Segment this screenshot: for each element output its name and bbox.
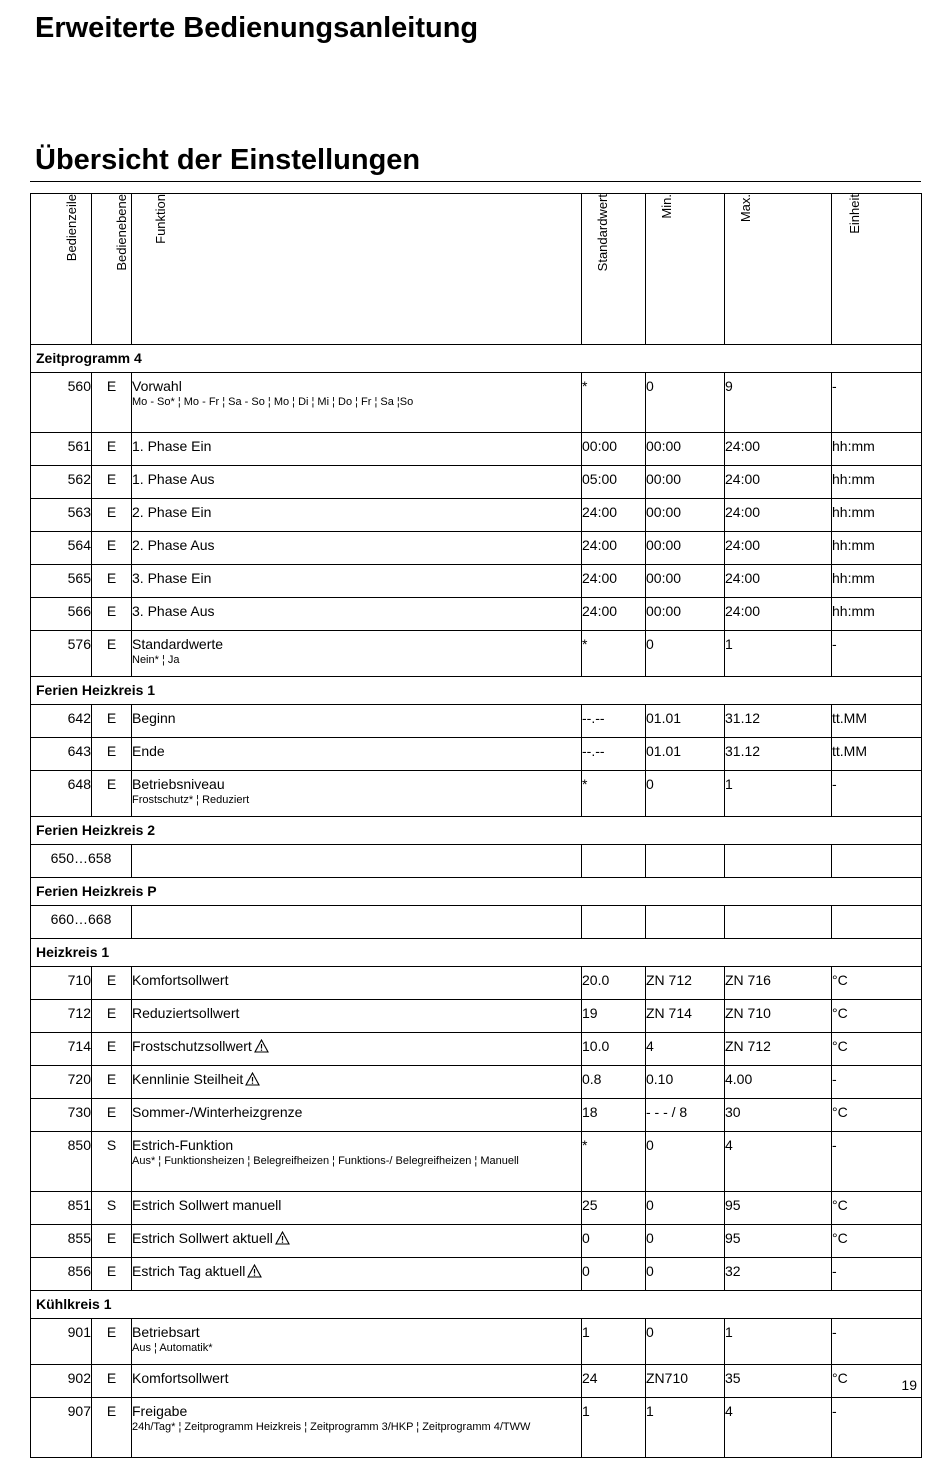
empty-cell	[646, 906, 725, 939]
group-title: Ferien Heizkreis 1	[31, 677, 922, 705]
function-options: Mo - So* ¦ Mo - Fr ¦ Sa - So ¦ Mo ¦ Di ¦ Mi ¦ Do ¦ Fr ¦ Sa ¦So	[132, 396, 414, 408]
max-value: ZN 712	[725, 1033, 832, 1066]
function-options: Aus ¦ Automatik*	[132, 1342, 213, 1354]
min-value: 0	[646, 373, 725, 433]
function-cell	[132, 532, 582, 565]
function-cell	[132, 433, 582, 466]
max-value: 30	[725, 1099, 832, 1132]
min-value: 01.01	[646, 738, 725, 771]
function-cell	[132, 738, 582, 771]
empty-cell	[132, 906, 582, 939]
operating-level: E	[92, 598, 132, 631]
operating-level: E	[92, 499, 132, 532]
table-row	[31, 1033, 922, 1066]
range-row	[31, 845, 922, 878]
line-number: 720	[31, 1066, 92, 1099]
operating-level: E	[92, 771, 132, 817]
min-value: 4	[646, 1033, 725, 1066]
line-number: 902	[31, 1365, 92, 1398]
default-value: 24:00	[582, 499, 646, 532]
empty-cell	[582, 906, 646, 939]
group-header-row	[31, 939, 922, 967]
operating-level: E	[92, 1066, 132, 1099]
default-value: --.--	[582, 738, 646, 771]
table-row	[31, 532, 922, 565]
empty-cell	[582, 845, 646, 878]
default-value: --.--	[582, 705, 646, 738]
function-name: Komfortsollwert	[132, 972, 229, 988]
operating-level: E	[92, 705, 132, 738]
table-row	[31, 1132, 922, 1192]
line-number: 901	[31, 1319, 92, 1365]
table-row	[31, 1000, 922, 1033]
line-number: 712	[31, 1000, 92, 1033]
line-number: 560	[31, 373, 92, 433]
operating-level: E	[92, 1033, 132, 1066]
function-cell	[132, 1099, 582, 1132]
operating-level: E	[92, 1319, 132, 1365]
default-value: 0.8	[582, 1066, 646, 1099]
function-name: 1. Phase Aus	[132, 471, 215, 487]
unit-value: hh:mm	[832, 532, 922, 565]
function-name: Sommer-/Winterheizgrenze	[132, 1104, 303, 1120]
operating-level: E	[92, 373, 132, 433]
unit-value: -	[832, 1132, 922, 1192]
unit-value: hh:mm	[832, 565, 922, 598]
default-value: 24	[582, 1365, 646, 1398]
function-options: 24h/Tag* ¦ Zeitprogramm Heizkreis ¦ Zeitprogramm 3/HKP ¦ Zeitprogramm 4/TWW	[132, 1421, 531, 1433]
default-value: 18	[582, 1099, 646, 1132]
function-cell	[132, 771, 582, 817]
empty-cell	[832, 845, 922, 878]
function-cell	[132, 1000, 582, 1033]
max-value: 24:00	[725, 433, 832, 466]
table-row	[31, 1398, 922, 1458]
header-min: Min.	[646, 194, 725, 345]
unit-value: °C	[832, 1225, 922, 1258]
function-options: Aus* ¦ Funktionsheizen ¦ Belegreifheizen ¦ Funktions-/ Belegreifheizen ¦ Manuell	[132, 1155, 519, 1167]
unit-value: tt.MM	[832, 738, 922, 771]
function-cell	[132, 565, 582, 598]
default-value: 25	[582, 1192, 646, 1225]
line-number: 564	[31, 532, 92, 565]
line-number: 851	[31, 1192, 92, 1225]
max-value: 24:00	[725, 532, 832, 565]
max-value: 24:00	[725, 565, 832, 598]
max-value: 95	[725, 1192, 832, 1225]
operating-level: E	[92, 1258, 132, 1291]
line-number: 642	[31, 705, 92, 738]
header-standardwert: Standardwert	[582, 194, 646, 345]
operating-level: S	[92, 1132, 132, 1192]
function-name: Betriebsniveau	[132, 776, 225, 792]
document-title: Erweiterte Bedienungsanleitung	[35, 12, 479, 44]
function-name: Ende	[132, 743, 165, 759]
line-number: 565	[31, 565, 92, 598]
min-value: ZN 714	[646, 1000, 725, 1033]
max-value: 35	[725, 1365, 832, 1398]
header-einheit: Einheit	[832, 194, 922, 345]
default-value: 1	[582, 1398, 646, 1458]
function-cell	[132, 1066, 582, 1099]
operating-level: E	[92, 565, 132, 598]
unit-value: hh:mm	[832, 466, 922, 499]
min-value: 0	[646, 771, 725, 817]
max-value: 95	[725, 1225, 832, 1258]
default-value: 10.0	[582, 1033, 646, 1066]
line-number: 714	[31, 1033, 92, 1066]
line-number: 563	[31, 499, 92, 532]
function-cell	[132, 1192, 582, 1225]
function-options: Frostschutz* ¦ Reduziert	[132, 794, 250, 806]
max-value: ZN 716	[725, 967, 832, 1000]
max-value: 1	[725, 771, 832, 817]
unit-value: -	[832, 631, 922, 677]
function-name: Estrich Tag aktuell	[132, 1263, 246, 1279]
function-name: Freigabe	[132, 1403, 188, 1419]
table-row	[31, 967, 922, 1000]
table-row	[31, 631, 922, 677]
function-name: 2. Phase Aus	[132, 537, 215, 553]
default-value: 20.0	[582, 967, 646, 1000]
unit-value: hh:mm	[832, 598, 922, 631]
min-value: ZN 712	[646, 967, 725, 1000]
default-value: 0	[582, 1258, 646, 1291]
default-value: 24:00	[582, 598, 646, 631]
function-cell	[132, 1258, 582, 1291]
line-number: 907	[31, 1398, 92, 1458]
default-value: *	[582, 631, 646, 677]
function-name: Kennlinie Steilheit	[132, 1071, 244, 1087]
function-cell	[132, 1033, 582, 1066]
max-value: 24:00	[725, 598, 832, 631]
warning-triangle-icon	[275, 1231, 290, 1245]
line-number: 643	[31, 738, 92, 771]
header-max: Max.	[725, 194, 832, 345]
group-title: Heizkreis 1	[31, 939, 922, 967]
operating-level: E	[92, 631, 132, 677]
group-title: Ferien Heizkreis P	[31, 878, 922, 906]
group-header-row	[31, 878, 922, 906]
unit-value: -	[832, 1319, 922, 1365]
line-number: 561	[31, 433, 92, 466]
operating-level: E	[92, 1000, 132, 1033]
header-bedienebene: Bedienebene	[92, 194, 132, 345]
operating-level: E	[92, 738, 132, 771]
function-cell	[132, 598, 582, 631]
min-value: 00:00	[646, 466, 725, 499]
warning-triangle-icon	[247, 1264, 262, 1278]
function-cell	[132, 1132, 582, 1192]
header-bedienzeile: Bedienzeile	[31, 194, 92, 345]
max-value: 4	[725, 1398, 832, 1458]
operating-level: E	[92, 532, 132, 565]
table-row	[31, 565, 922, 598]
max-value: 9	[725, 373, 832, 433]
function-cell	[132, 466, 582, 499]
function-name: 3. Phase Ein	[132, 570, 212, 586]
min-value: 00:00	[646, 565, 725, 598]
operating-level: E	[92, 1365, 132, 1398]
table-row	[31, 1319, 922, 1365]
function-cell	[132, 1365, 582, 1398]
min-value: 00:00	[646, 598, 725, 631]
function-name: Standardwerte	[132, 636, 224, 652]
max-value: 4	[725, 1132, 832, 1192]
operating-level: E	[92, 433, 132, 466]
unit-value: -	[832, 1066, 922, 1099]
line-number: 850	[31, 1132, 92, 1192]
table-row	[31, 738, 922, 771]
function-name: Vorwahl	[132, 378, 182, 394]
function-cell	[132, 1225, 582, 1258]
max-value: 1	[725, 1319, 832, 1365]
function-cell	[132, 1319, 582, 1365]
default-value: 24:00	[582, 532, 646, 565]
unit-value: tt.MM	[832, 705, 922, 738]
operating-level: E	[92, 1398, 132, 1458]
page-number: 19	[901, 1377, 917, 1393]
function-cell	[132, 967, 582, 1000]
table-row	[31, 705, 922, 738]
max-value: 31.12	[725, 705, 832, 738]
min-value: 0	[646, 1192, 725, 1225]
group-header-row	[31, 817, 922, 845]
table-row	[31, 1099, 922, 1132]
min-value: 0	[646, 1319, 725, 1365]
line-number: 710	[31, 967, 92, 1000]
max-value: 4.00	[725, 1066, 832, 1099]
operating-level: S	[92, 1192, 132, 1225]
group-title: Ferien Heizkreis 2	[31, 817, 922, 845]
group-header-row	[31, 677, 922, 705]
table-row	[31, 1258, 922, 1291]
table-row	[31, 466, 922, 499]
min-value: 1	[646, 1398, 725, 1458]
unit-value: °C	[832, 1099, 922, 1132]
min-value: 01.01	[646, 705, 725, 738]
function-cell	[132, 499, 582, 532]
line-range: 650…658	[31, 845, 132, 878]
function-name: Estrich Sollwert aktuell	[132, 1230, 273, 1246]
warning-triangle-icon	[254, 1039, 269, 1053]
function-name: 1. Phase Ein	[132, 438, 212, 454]
default-value: *	[582, 373, 646, 433]
unit-value: °C	[832, 1000, 922, 1033]
max-value: 1	[725, 631, 832, 677]
table-header-row	[31, 194, 922, 345]
empty-cell	[832, 906, 922, 939]
unit-value: -	[832, 1398, 922, 1458]
max-value: ZN 710	[725, 1000, 832, 1033]
function-name: 2. Phase Ein	[132, 504, 212, 520]
function-name: Komfortsollwert	[132, 1370, 229, 1386]
unit-value: °C	[832, 1365, 922, 1398]
function-name: Estrich Sollwert manuell	[132, 1197, 282, 1213]
empty-cell	[725, 906, 832, 939]
empty-cell	[646, 845, 725, 878]
section-title: Übersicht der Einstellungen	[35, 144, 421, 176]
line-number: 855	[31, 1225, 92, 1258]
line-number: 562	[31, 466, 92, 499]
operating-level: E	[92, 466, 132, 499]
line-number: 576	[31, 631, 92, 677]
min-value: 00:00	[646, 532, 725, 565]
min-value: 0	[646, 1258, 725, 1291]
default-value: 05:00	[582, 466, 646, 499]
empty-cell	[132, 845, 582, 878]
min-value: 0	[646, 631, 725, 677]
line-number: 856	[31, 1258, 92, 1291]
table-body	[31, 345, 922, 1458]
line-range: 660…668	[31, 906, 132, 939]
default-value: 24:00	[582, 565, 646, 598]
table-row	[31, 499, 922, 532]
table-row	[31, 771, 922, 817]
range-row	[31, 906, 922, 939]
min-value: 0	[646, 1132, 725, 1192]
table-row	[31, 433, 922, 466]
max-value: 31.12	[725, 738, 832, 771]
table-row	[31, 1365, 922, 1398]
min-value: 00:00	[646, 433, 725, 466]
function-name: Estrich-Funktion	[132, 1137, 234, 1153]
min-value: 0	[646, 1225, 725, 1258]
default-value: *	[582, 771, 646, 817]
default-value: *	[582, 1132, 646, 1192]
operating-level: E	[92, 1099, 132, 1132]
unit-value: -	[832, 1258, 922, 1291]
group-header-row	[31, 345, 922, 373]
max-value: 24:00	[725, 466, 832, 499]
function-cell	[132, 631, 582, 677]
line-number: 730	[31, 1099, 92, 1132]
unit-value: hh:mm	[832, 433, 922, 466]
function-name: Frostschutzsollwert	[132, 1038, 252, 1054]
function-name: Betriebsart	[132, 1324, 200, 1340]
operating-level: E	[92, 967, 132, 1000]
default-value: 0	[582, 1225, 646, 1258]
operating-level: E	[92, 1225, 132, 1258]
unit-value: -	[832, 373, 922, 433]
default-value: 1	[582, 1319, 646, 1365]
function-cell	[132, 705, 582, 738]
function-name: Beginn	[132, 710, 176, 726]
max-value: 32	[725, 1258, 832, 1291]
unit-value: °C	[832, 967, 922, 1000]
min-value: 00:00	[646, 499, 725, 532]
table-row	[31, 598, 922, 631]
unit-value: -	[832, 771, 922, 817]
group-header-row	[31, 1291, 922, 1319]
min-value: ZN710	[646, 1365, 725, 1398]
table-row	[31, 1225, 922, 1258]
line-number: 566	[31, 598, 92, 631]
function-cell	[132, 1398, 582, 1458]
default-value: 19	[582, 1000, 646, 1033]
function-cell	[132, 373, 582, 433]
function-name: 3. Phase Aus	[132, 603, 215, 619]
group-title: Zeitprogramm 4	[31, 345, 922, 373]
table-row	[31, 1192, 922, 1225]
warning-triangle-icon	[245, 1072, 260, 1086]
min-value: 0.10	[646, 1066, 725, 1099]
function-options: Nein* ¦ Ja	[132, 654, 180, 666]
unit-value: hh:mm	[832, 499, 922, 532]
unit-value: °C	[832, 1192, 922, 1225]
default-value: 00:00	[582, 433, 646, 466]
group-title: Kühlkreis 1	[31, 1291, 922, 1319]
title-divider	[30, 181, 921, 182]
header-funktion: Funktion	[132, 194, 582, 345]
min-value: - - - / 8	[646, 1099, 725, 1132]
table-row	[31, 373, 922, 433]
max-value: 24:00	[725, 499, 832, 532]
unit-value: °C	[832, 1033, 922, 1066]
empty-cell	[725, 845, 832, 878]
settings-table	[30, 193, 922, 1458]
line-number: 648	[31, 771, 92, 817]
table-row	[31, 1066, 922, 1099]
function-name: Reduziertsollwert	[132, 1005, 240, 1021]
